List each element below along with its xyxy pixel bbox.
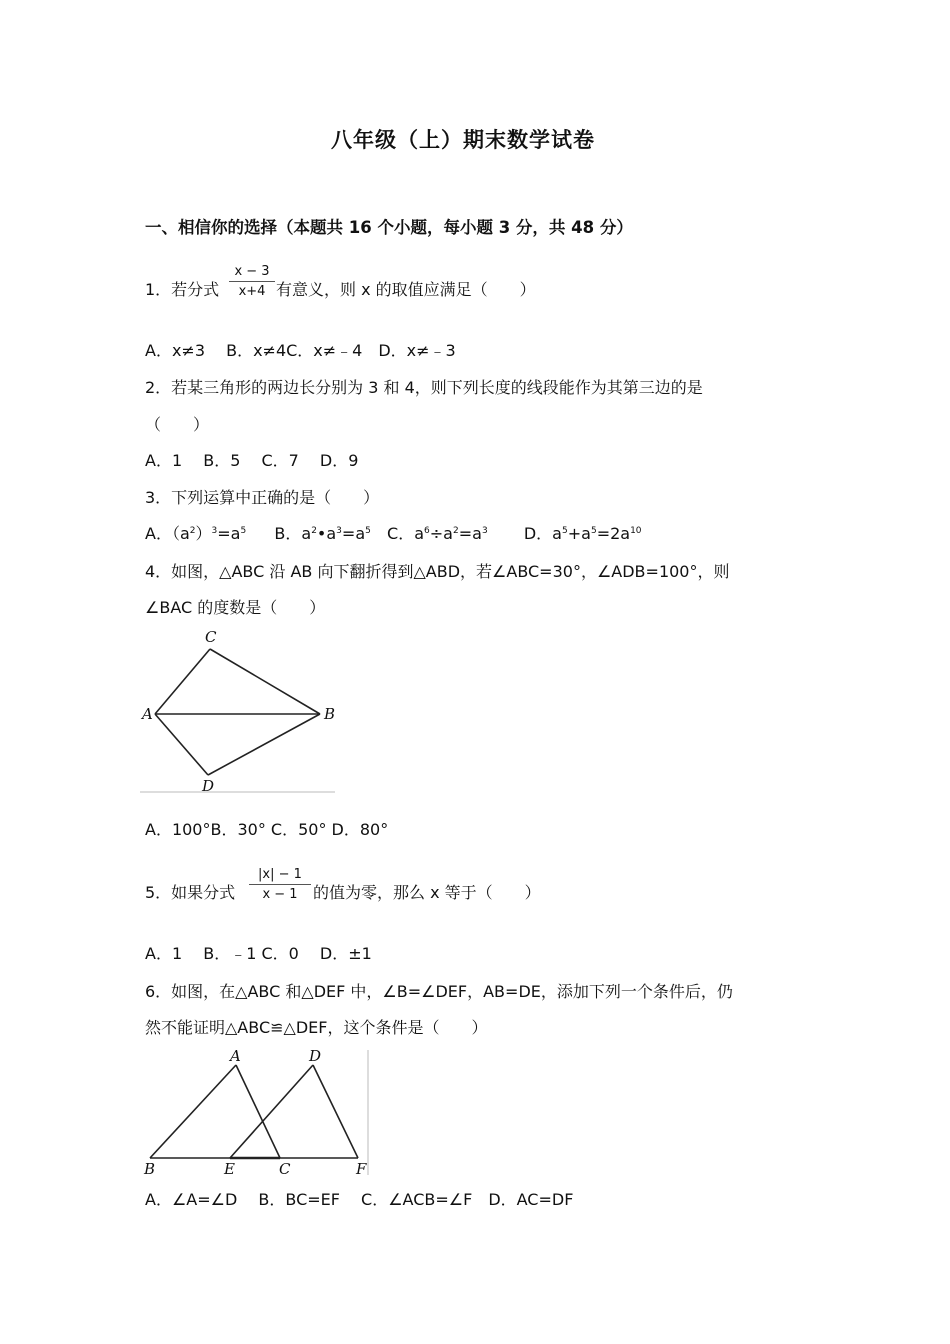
label-b: B [144,1160,156,1178]
segment-ba [150,1065,236,1158]
q5-fraction [249,866,311,903]
fraction-bar [249,884,311,885]
label-d: D [309,1047,322,1065]
label-e: E [224,1160,235,1178]
q3-option-c: C．$a^6\div a^2=a^3$ [387,524,488,543]
label-c: C [279,1160,291,1178]
q4-stem-line2: ∠BAC 的度数是（ ） [145,598,326,617]
q1-stem-after: 有意义，则 x 的取值应满足（ ） [276,280,536,299]
page-title: 八年级（上）期末数学试卷 [331,128,595,152]
q5-stem-before: 5．如果分式 [145,883,236,902]
label-f: F [356,1160,367,1178]
q3-stem: 3．下列运算中正确的是（ ） [145,488,380,507]
q5-fraction-numerator: |x| − 1 [258,867,302,882]
q1-fraction-denominator: x+4 [238,284,266,299]
q3-option-d: D．$a^5+a^5=2a^{10}$ [523,524,642,543]
q6-figure [140,1045,375,1180]
q2-stem-line2: （ ） [145,415,210,434]
label-b: B [324,705,336,723]
segment-df [313,1065,358,1158]
q1-stem-before: 1．若分式 [145,280,220,299]
q6-options: A．∠A=∠D B．BC=EF C．∠ACB=∠F D．AC=DF [145,1190,574,1209]
segment-ad [155,714,208,775]
q4-figure [140,625,340,795]
label-a: A [142,705,153,723]
q6-stem-line2: 然不能证明△ABC≌△DEF，这个条件是（ ） [145,1018,488,1037]
segment-cb [210,649,320,714]
q3-options [145,524,642,544]
q1-fraction-numerator: x − 3 [234,264,270,279]
q3-option-b: B．$a^2•a^3=a^5$ [274,524,371,543]
q6-stem-line1: 6．如图，在△ABC 和△DEF 中，∠B=∠DEF，AB=DE，添加下列一个条件后，仍 [145,982,733,1001]
q1-options: A．x≠3 B．x≠4C．x≠﹣4 D．x≠﹣3 [145,341,456,360]
q5-stem-after: 的值为零，那么 x 等于（ ） [313,883,541,902]
fraction-bar [229,281,275,282]
label-d: D [202,777,215,795]
q3-option-a: A．$(a^2)^3=a^5$ [145,524,247,543]
q5-options: A．1 B．﹣1 C．0 D．±1 [145,944,372,963]
label-c: C [205,628,217,646]
q4-stem-line1: 4．如图，△ABC 沿 AB 向下翻折得到△ABD，若∠ABC=30°，∠ADB=100°，则 [145,562,730,581]
q2-options: A．1 B．5 C．7 D．9 [145,451,359,470]
label-a: A [230,1047,241,1065]
q5-fraction-denominator: x − 1 [262,887,298,902]
segment-db [208,714,320,775]
section-heading: 一、相信你的选择（本题共 16 个小题，每小题 3 分，共 48 分） [145,218,633,237]
q4-options: A．100°B．30° C．50° D．80° [145,820,389,839]
q1-fraction [229,263,275,300]
q2-stem-line1: 2．若某三角形的两边长分别为 3 和 4，则下列长度的线段能作为其第三边的是 [145,378,703,397]
segment-ca [155,649,210,714]
